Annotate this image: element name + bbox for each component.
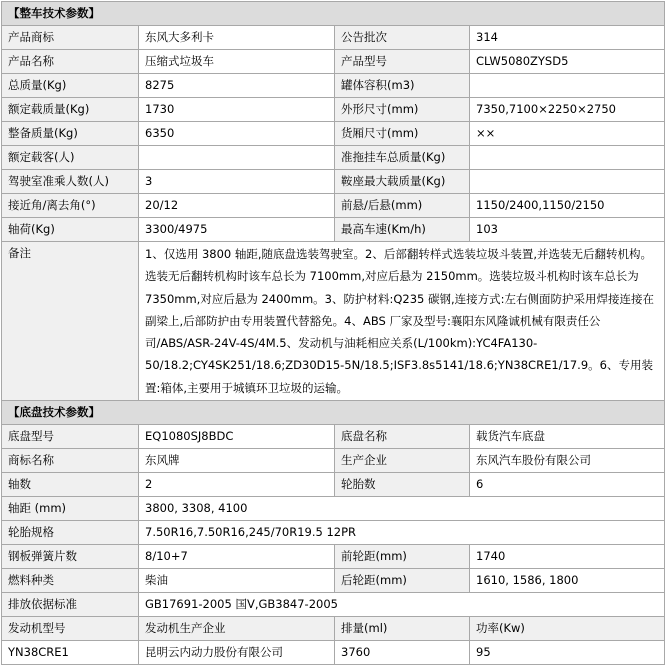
field-value: 压缩式垃圾车 — [139, 50, 335, 74]
table-cell: YN38CRE1 — [2, 641, 139, 665]
field-label: 轮胎数 — [335, 473, 470, 497]
notes-label: 备注 — [2, 242, 139, 401]
field-value: 3300/4975 — [139, 218, 335, 242]
field-value: ×× — [470, 122, 665, 146]
field-label: 罐体容积(m3) — [335, 74, 470, 98]
table-cell: 3760 — [335, 641, 470, 665]
field-label: 排放依据标准 — [2, 593, 139, 617]
vehicle-section-header — [2, 2, 665, 26]
field-label: 最高车速(Km/h) — [335, 218, 470, 242]
table-cell: 昆明云内动力股份有限公司 — [139, 641, 335, 665]
field-label: 轴距 (mm) — [2, 497, 139, 521]
field-label: 货厢尺寸(mm) — [335, 122, 470, 146]
field-value: 7.50R16,7.50R16,245/70R19.5 12PR — [139, 521, 665, 545]
vehicle-section-title: 【整车技术参数】 — [2, 2, 665, 26]
field-value: 103 — [470, 218, 665, 242]
column-header: 排量(ml) — [335, 617, 470, 641]
column-header: 功率(Kw) — [470, 617, 665, 641]
field-label: 底盘型号 — [2, 425, 139, 449]
table-row — [2, 50, 665, 74]
notes-row — [2, 242, 665, 401]
field-value: 314 — [470, 26, 665, 50]
field-label: 前轮距(mm) — [335, 545, 470, 569]
field-label: 产品名称 — [2, 50, 139, 74]
spec-table — [1, 1, 665, 665]
field-value: CLW5080ZYSD5 — [470, 50, 665, 74]
field-label: 钢板弹簧片数 — [2, 545, 139, 569]
field-label: 轴数 — [2, 473, 139, 497]
field-value: 2 — [139, 473, 335, 497]
field-value: 6350 — [139, 122, 335, 146]
column-header: 发动机生产企业 — [139, 617, 335, 641]
field-label: 底盘名称 — [335, 425, 470, 449]
field-value: 1610, 1586, 1800 — [470, 569, 665, 593]
field-label: 鞍座最大载质量(Kg) — [335, 170, 470, 194]
field-value: 东风牌 — [139, 449, 335, 473]
field-value — [139, 146, 335, 170]
engine-header-row — [2, 617, 665, 641]
field-value — [470, 74, 665, 98]
field-value: 1740 — [470, 545, 665, 569]
field-label: 生产企业 — [335, 449, 470, 473]
field-label: 额定载客(人) — [2, 146, 139, 170]
table-row — [2, 170, 665, 194]
field-label: 燃料种类 — [2, 569, 139, 593]
field-label: 整备质量(Kg) — [2, 122, 139, 146]
table-row — [2, 218, 665, 242]
table-row — [2, 98, 665, 122]
engine-row — [2, 641, 665, 665]
table-row — [2, 497, 665, 521]
field-label: 接近角/离去角(°) — [2, 194, 139, 218]
table-row — [2, 569, 665, 593]
field-value: 3 — [139, 170, 335, 194]
field-value: 20/12 — [139, 194, 335, 218]
field-value — [470, 170, 665, 194]
table-row — [2, 74, 665, 98]
field-label: 外形尺寸(mm) — [335, 98, 470, 122]
field-label: 额定载质量(Kg) — [2, 98, 139, 122]
field-value: 1150/2400,1150/2150 — [470, 194, 665, 218]
chassis-section-header — [2, 401, 665, 425]
field-label: 轴荷(Kg) — [2, 218, 139, 242]
field-value: 东风汽车股份有限公司 — [470, 449, 665, 473]
field-label: 轮胎规格 — [2, 521, 139, 545]
table-row — [2, 425, 665, 449]
field-label: 驾驶室准乘人数(人) — [2, 170, 139, 194]
field-value: 柴油 — [139, 569, 335, 593]
table-row — [2, 122, 665, 146]
field-label: 产品型号 — [335, 50, 470, 74]
field-value: 3800, 3308, 4100 — [139, 497, 665, 521]
table-row — [2, 593, 665, 617]
field-label: 前悬/后悬(mm) — [335, 194, 470, 218]
field-value: 8275 — [139, 74, 335, 98]
table-row — [2, 521, 665, 545]
field-value: GB17691-2005 国Ⅴ,GB3847-2005 — [139, 593, 665, 617]
table-row — [2, 545, 665, 569]
table-row — [2, 146, 665, 170]
field-value: EQ1080SJ8BDC — [139, 425, 335, 449]
table-row — [2, 26, 665, 50]
table-row — [2, 194, 665, 218]
notes-text: 1、仅选用 3800 轴距,随底盘选装驾驶室。2、后部翻转样式选装垃圾斗装置,并选装无后翻转机构。选装无后翻转机构时该车总长为 7100mm,对应后悬为 2150mm。选装垃圾斗机构时该车总长为 7350mm,对应后悬为 2400mm。3、防护材料:Q235 碳钢,连接方式:左右侧面防护采用焊接连接在副梁上,后部防护由专用装置代替豁免。4、ABS 厂家及型号:襄阳东风隆诚机械有限责任公司/ABS/ASR-24V-4S/4M.5、发动机与油耗相应关系(L/100km):YC4FA130-50/18.2;CY4SK251/18.6;ZD30D15-5N/18.5;ISF3.8s5141/18.6;YN38CRE1/17.9。6、专用装置:箱体,主要用于城镇环卫垃圾的运输。 — [139, 242, 665, 401]
field-label: 总质量(Kg) — [2, 74, 139, 98]
table-row — [2, 473, 665, 497]
field-value: 8/10+7 — [139, 545, 335, 569]
field-label: 商标名称 — [2, 449, 139, 473]
field-value: 东风大多利卡 — [139, 26, 335, 50]
column-header: 发动机型号 — [2, 617, 139, 641]
field-label: 产品商标 — [2, 26, 139, 50]
table-cell: 95 — [470, 641, 665, 665]
field-value: 6 — [470, 473, 665, 497]
field-value: 载货汽车底盘 — [470, 425, 665, 449]
table-row — [2, 449, 665, 473]
field-label: 准拖挂车总质量(Kg) — [335, 146, 470, 170]
chassis-section-title: 【底盘技术参数】 — [2, 401, 665, 425]
field-value: 7350,7100×2250×2750 — [470, 98, 665, 122]
field-value — [470, 146, 665, 170]
field-value: 1730 — [139, 98, 335, 122]
field-label: 后轮距(mm) — [335, 569, 470, 593]
field-label: 公告批次 — [335, 26, 470, 50]
